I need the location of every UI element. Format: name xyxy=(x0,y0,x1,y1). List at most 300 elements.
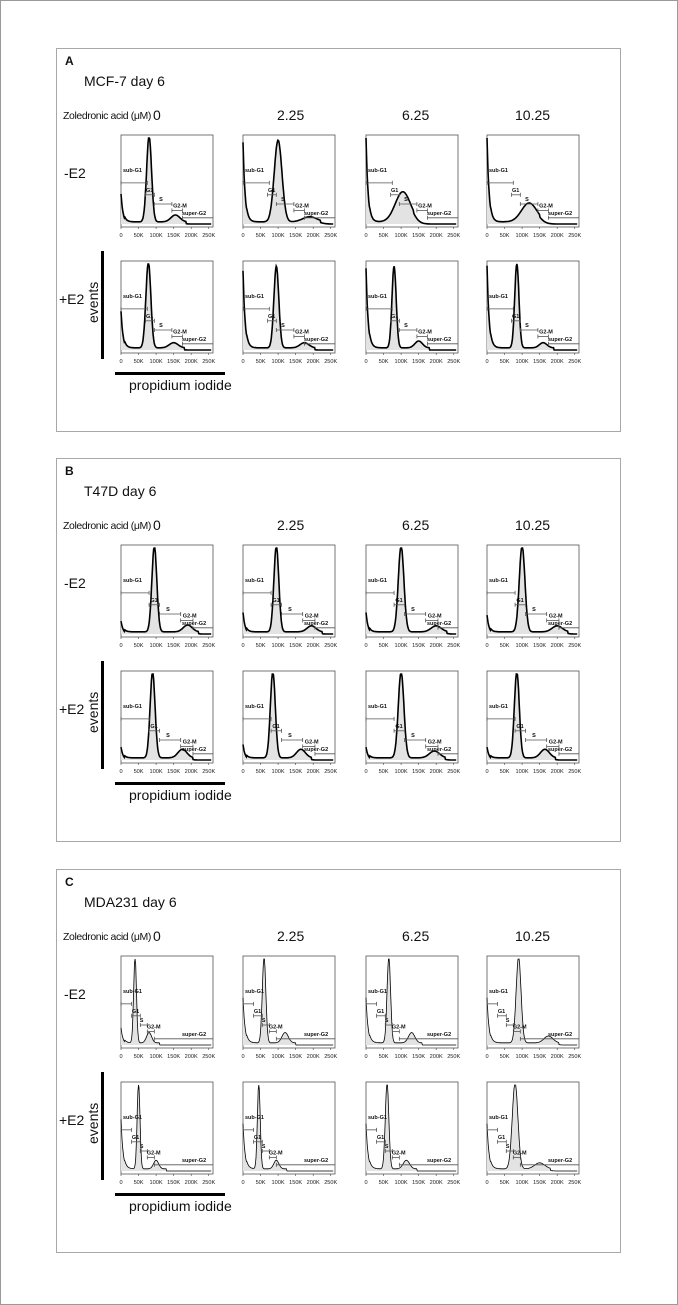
x-tick-label: 0 xyxy=(485,1180,489,1186)
x-tick-label: 100K xyxy=(515,1054,529,1060)
gate-label: super-G2 xyxy=(548,210,573,217)
x-tick-label: 100K xyxy=(271,1054,285,1060)
x-tick-label: 150K xyxy=(533,769,547,775)
x-tick-label: 0 xyxy=(241,233,245,239)
histogram-plot xyxy=(364,545,460,649)
gate-label: G1 xyxy=(267,187,276,194)
pi-axis-label: propidium iodide xyxy=(129,787,232,803)
histogram-plot xyxy=(119,671,215,775)
gate-label: G2-M xyxy=(146,1024,161,1031)
concentration-label: 6.25 xyxy=(402,517,430,533)
gate-label: super-G2 xyxy=(182,210,207,217)
x-tick-label: 250K xyxy=(447,233,461,239)
histogram-plot xyxy=(485,545,581,649)
x-tick-label: 50K xyxy=(499,1180,510,1186)
x-tick-label: 200K xyxy=(550,643,564,649)
panel-title: MDA231 day 6 xyxy=(84,894,177,910)
gate-label: sub-G1 xyxy=(368,703,387,710)
x-tick-label: 50K xyxy=(378,233,389,239)
x-tick-label: 250K xyxy=(568,1054,582,1060)
gate-label: G1 xyxy=(150,723,158,730)
histogram-plot xyxy=(119,545,215,649)
gate-label: G2-M xyxy=(268,1150,283,1157)
x-tick-label: 50K xyxy=(133,359,144,365)
gate-label: super-G2 xyxy=(304,1031,329,1038)
histogram-plot xyxy=(241,956,337,1060)
concentration-label: 0 xyxy=(153,517,161,533)
gate-label: G1 xyxy=(376,1008,385,1015)
gate-label: super-G2 xyxy=(427,1031,452,1038)
x-tick-label: 200K xyxy=(306,1180,320,1186)
x-tick-label: 150K xyxy=(289,769,303,775)
histogram-plot xyxy=(241,1082,337,1186)
gate-label: G2-M xyxy=(182,613,197,620)
gate-label: S xyxy=(166,733,170,739)
x-tick-label: 0 xyxy=(485,233,489,239)
x-tick-label: 250K xyxy=(568,1180,582,1186)
gate-label: G2-M xyxy=(173,203,187,210)
gate-label: G1 xyxy=(390,187,399,194)
gate-label: S xyxy=(525,323,529,329)
x-tick-label: 200K xyxy=(184,643,198,649)
x-tick-label: 250K xyxy=(324,1180,338,1186)
gate-label: G2-M xyxy=(427,739,442,746)
gate-label: G2-M xyxy=(512,1150,527,1157)
gate-label: G1 xyxy=(272,597,280,604)
histogram-plot xyxy=(241,135,337,239)
gate-label: super-G2 xyxy=(304,336,329,343)
gate-label: G2-M xyxy=(539,329,553,336)
gate-label: S xyxy=(166,607,170,613)
gate-label: G2-M xyxy=(512,1024,527,1031)
gate-label: sub-G1 xyxy=(123,167,142,174)
x-tick-label: 150K xyxy=(533,359,547,365)
x-tick-label: 200K xyxy=(184,1054,198,1060)
gate-label: S xyxy=(532,607,536,613)
concentration-label: 2.25 xyxy=(277,517,305,533)
gate-label: S xyxy=(159,323,163,329)
x-tick-label: 250K xyxy=(447,643,461,649)
x-tick-label: 200K xyxy=(306,643,320,649)
concentration-label: 10.25 xyxy=(515,107,551,123)
histogram-plot xyxy=(364,1082,460,1186)
row-label-plus-e2: +E2 xyxy=(59,291,85,307)
x-tick-label: 100K xyxy=(394,643,408,649)
gate-label: super-G2 xyxy=(304,620,329,627)
x-tick-label: 150K xyxy=(412,233,426,239)
histogram-plot xyxy=(119,956,215,1060)
gate-label: sub-G1 xyxy=(123,577,142,584)
x-tick-label: 50K xyxy=(133,769,144,775)
zoledronic-acid-label: Zoledronic acid (μM) xyxy=(63,110,151,122)
gate-label: super-G2 xyxy=(182,1031,207,1038)
x-tick-label: 150K xyxy=(533,643,547,649)
histogram-plot xyxy=(241,671,337,775)
x-tick-label: 0 xyxy=(485,769,489,775)
gate-label: S xyxy=(261,1018,266,1024)
x-tick-label: 100K xyxy=(515,1180,529,1186)
gate-label: G1 xyxy=(145,187,154,194)
x-tick-label: 200K xyxy=(429,233,443,239)
gate-label: sub-G1 xyxy=(368,577,387,584)
x-tick-label: 150K xyxy=(412,359,426,365)
gate-label: super-G2 xyxy=(548,1031,573,1038)
x-tick-label: 250K xyxy=(568,643,582,649)
row-label-plus-e2: +E2 xyxy=(59,701,85,717)
gate-label: S xyxy=(281,323,285,329)
gate-label: G1 xyxy=(395,723,403,730)
gate-label: super-G2 xyxy=(182,336,207,343)
gate-label: G2-M xyxy=(295,329,309,336)
gate-label: S xyxy=(281,197,285,203)
gate-label: G2-M xyxy=(295,203,309,210)
x-tick-label: 0 xyxy=(364,1054,368,1060)
gate-label: G2-M xyxy=(182,739,197,746)
x-tick-label: 250K xyxy=(202,359,216,365)
gate-label: G2-M xyxy=(418,329,432,336)
x-tick-label: 0 xyxy=(364,233,368,239)
x-tick-label: 250K xyxy=(324,1054,338,1060)
x-tick-label: 50K xyxy=(378,359,389,365)
gate-label: S xyxy=(159,197,163,203)
x-tick-label: 100K xyxy=(515,769,529,775)
gate-label: super-G2 xyxy=(548,336,573,343)
row-label-plus-e2: +E2 xyxy=(59,1112,85,1128)
gate-label: G1 xyxy=(131,1008,140,1015)
x-tick-label: 200K xyxy=(550,1054,564,1060)
histogram-plot xyxy=(485,671,581,775)
gate-label: G2-M xyxy=(304,739,319,746)
histogram-grid xyxy=(57,870,620,1252)
x-tick-label: 50K xyxy=(499,359,510,365)
x-tick-label: 200K xyxy=(184,769,198,775)
x-tick-label: 200K xyxy=(429,1054,443,1060)
gate-label: G1 xyxy=(267,313,276,320)
concentration-label: 2.25 xyxy=(277,107,305,123)
x-tick-label: 100K xyxy=(271,233,285,239)
x-tick-label: 200K xyxy=(429,359,443,365)
x-tick-label: 200K xyxy=(429,1180,443,1186)
gate-label: sub-G1 xyxy=(368,1114,387,1121)
x-tick-label: 0 xyxy=(241,1054,245,1060)
x-tick-label: 100K xyxy=(271,769,285,775)
x-tick-label: 100K xyxy=(149,769,163,775)
gate-label: sub-G1 xyxy=(368,988,387,995)
x-tick-label: 50K xyxy=(255,1054,266,1060)
x-tick-label: 0 xyxy=(364,359,368,365)
gate-label: S xyxy=(139,1144,144,1150)
x-tick-label: 200K xyxy=(184,1180,198,1186)
gate-label: G2-M xyxy=(391,1024,406,1031)
gate-label: sub-G1 xyxy=(123,703,142,710)
x-tick-label: 200K xyxy=(306,1054,320,1060)
x-tick-label: 100K xyxy=(394,769,408,775)
x-tick-label: 100K xyxy=(515,643,529,649)
x-tick-label: 100K xyxy=(515,233,529,239)
gate-label: G2-M xyxy=(304,613,319,620)
x-tick-label: 200K xyxy=(306,359,320,365)
x-tick-label: 150K xyxy=(289,359,303,365)
gate-label: G1 xyxy=(516,597,524,604)
gate-label: S xyxy=(288,733,292,739)
x-tick-label: 50K xyxy=(255,769,266,775)
x-tick-label: 100K xyxy=(149,233,163,239)
gate-label: S xyxy=(288,607,292,613)
gate-label: G2-M xyxy=(427,613,442,620)
gate-label: super-G2 xyxy=(182,620,207,627)
x-tick-label: 200K xyxy=(306,769,320,775)
x-tick-label: 100K xyxy=(515,359,529,365)
x-tick-label: 250K xyxy=(447,1180,461,1186)
x-tick-label: 150K xyxy=(412,1054,426,1060)
x-tick-label: 150K xyxy=(412,769,426,775)
x-tick-label: 250K xyxy=(568,233,582,239)
x-tick-label: 250K xyxy=(202,1054,216,1060)
x-tick-label: 100K xyxy=(271,359,285,365)
x-tick-label: 50K xyxy=(133,1054,144,1060)
x-tick-label: 200K xyxy=(184,233,198,239)
x-tick-label: 100K xyxy=(271,1180,285,1186)
histogram-plot xyxy=(485,1082,581,1186)
gate-label: super-G2 xyxy=(182,746,207,753)
x-tick-label: 50K xyxy=(499,1054,510,1060)
zoledronic-acid-label: Zoledronic acid (μM) xyxy=(63,520,151,532)
histogram-plot xyxy=(364,135,460,239)
gate-label: sub-G1 xyxy=(489,293,508,300)
events-axis-label: events xyxy=(85,1102,101,1144)
x-tick-label: 50K xyxy=(378,643,389,649)
x-tick-label: 0 xyxy=(119,769,123,775)
x-tick-label: 100K xyxy=(394,1180,408,1186)
x-tick-label: 100K xyxy=(149,1180,163,1186)
x-tick-label: 50K xyxy=(133,643,144,649)
gate-label: super-G2 xyxy=(427,620,452,627)
gate-label: G1 xyxy=(253,1134,262,1141)
histogram-plot xyxy=(119,1082,215,1186)
gate-label: G2-M xyxy=(391,1150,406,1157)
x-tick-label: 50K xyxy=(255,1180,266,1186)
panel-c xyxy=(56,869,621,1253)
row-label-minus-e2: -E2 xyxy=(64,986,86,1002)
x-tick-label: 150K xyxy=(412,643,426,649)
x-tick-label: 250K xyxy=(324,769,338,775)
x-tick-label: 200K xyxy=(429,769,443,775)
x-tick-label: 0 xyxy=(364,643,368,649)
x-tick-label: 150K xyxy=(167,233,181,239)
gate-label: G2-M xyxy=(548,613,563,620)
x-tick-label: 250K xyxy=(202,233,216,239)
gate-label: super-G2 xyxy=(548,620,573,627)
x-tick-label: 50K xyxy=(255,359,266,365)
concentration-label: 2.25 xyxy=(277,928,305,944)
x-tick-label: 150K xyxy=(167,1180,181,1186)
row-label-minus-e2: -E2 xyxy=(64,575,86,591)
x-tick-label: 200K xyxy=(550,233,564,239)
x-tick-label: 250K xyxy=(568,359,582,365)
x-tick-label: 0 xyxy=(241,1180,245,1186)
histogram-plot xyxy=(241,545,337,649)
histogram-plot xyxy=(485,956,581,1060)
x-tick-label: 0 xyxy=(364,1180,368,1186)
gate-label: G1 xyxy=(272,723,280,730)
x-tick-label: 250K xyxy=(202,769,216,775)
x-tick-label: 50K xyxy=(499,769,510,775)
x-tick-label: 250K xyxy=(202,643,216,649)
x-tick-label: 0 xyxy=(119,1054,123,1060)
gate-label: G2-M xyxy=(146,1150,161,1157)
x-tick-label: 100K xyxy=(149,359,163,365)
x-tick-label: 150K xyxy=(289,233,303,239)
gate-label: G1 xyxy=(150,597,158,604)
concentration-label: 6.25 xyxy=(402,107,430,123)
gate-label: G2-M xyxy=(268,1024,283,1031)
gate-label: sub-G1 xyxy=(123,988,142,995)
gate-label: G1 xyxy=(145,313,154,320)
gate-label: S xyxy=(532,733,536,739)
histogram-plot xyxy=(364,671,460,775)
x-tick-label: 0 xyxy=(119,1180,123,1186)
events-axis-label: events xyxy=(85,691,101,733)
gate-label: S xyxy=(384,1018,389,1024)
gate-label: G1 xyxy=(497,1008,506,1015)
gate-label: sub-G1 xyxy=(123,1114,142,1121)
x-tick-label: 50K xyxy=(499,643,510,649)
x-tick-label: 150K xyxy=(533,233,547,239)
x-tick-label: 0 xyxy=(364,769,368,775)
row-label-minus-e2: -E2 xyxy=(64,165,86,181)
x-tick-label: 0 xyxy=(485,1054,489,1060)
concentration-label: 10.25 xyxy=(515,928,551,944)
x-tick-label: 0 xyxy=(119,233,123,239)
gate-label: sub-G1 xyxy=(489,988,508,995)
gate-label: sub-G1 xyxy=(489,577,508,584)
gate-label: S xyxy=(505,1018,510,1024)
gate-label: super-G2 xyxy=(182,1157,207,1164)
histogram-plot xyxy=(364,956,460,1060)
histogram-plot xyxy=(364,261,460,365)
gate-label: super-G2 xyxy=(427,210,452,217)
histogram-plot xyxy=(485,261,581,365)
x-tick-label: 200K xyxy=(429,643,443,649)
gate-label: S xyxy=(261,1144,266,1150)
gate-label: S xyxy=(139,1018,144,1024)
gate-label: sub-G1 xyxy=(368,167,387,174)
gate-label: super-G2 xyxy=(548,1157,573,1164)
x-tick-label: 150K xyxy=(167,1054,181,1060)
x-tick-label: 50K xyxy=(133,1180,144,1186)
x-tick-label: 150K xyxy=(167,769,181,775)
gate-label: G1 xyxy=(511,187,520,194)
histogram-grid xyxy=(57,459,620,841)
x-tick-label: 0 xyxy=(241,769,245,775)
gate-label: S xyxy=(411,733,415,739)
x-tick-label: 0 xyxy=(485,643,489,649)
x-tick-label: 50K xyxy=(499,233,510,239)
gate-label: G1 xyxy=(511,313,520,320)
gate-label: sub-G1 xyxy=(245,577,264,584)
x-tick-label: 0 xyxy=(119,359,123,365)
x-tick-label: 50K xyxy=(378,1180,389,1186)
gate-label: sub-G1 xyxy=(245,1114,264,1121)
panel-b xyxy=(56,458,621,842)
x-tick-label: 100K xyxy=(149,1054,163,1060)
x-tick-label: 50K xyxy=(133,233,144,239)
gate-label: sub-G1 xyxy=(245,293,264,300)
gate-label: super-G2 xyxy=(304,210,329,217)
gate-label: sub-G1 xyxy=(245,167,264,174)
panel-letter: C xyxy=(65,875,74,889)
gate-label: sub-G1 xyxy=(489,167,508,174)
x-tick-label: 200K xyxy=(550,359,564,365)
x-tick-label: 250K xyxy=(324,643,338,649)
x-tick-label: 0 xyxy=(241,359,245,365)
gate-label: sub-G1 xyxy=(368,293,387,300)
gate-label: sub-G1 xyxy=(245,988,264,995)
x-tick-label: 200K xyxy=(550,1180,564,1186)
pi-axis-label: propidium iodide xyxy=(129,1198,232,1214)
x-tick-label: 50K xyxy=(255,643,266,649)
x-tick-label: 50K xyxy=(255,233,266,239)
gate-label: G1 xyxy=(131,1134,140,1141)
histogram-plot xyxy=(485,135,581,239)
gate-label: super-G2 xyxy=(427,336,452,343)
histogram-plot xyxy=(119,261,215,365)
gate-label: sub-G1 xyxy=(123,293,142,300)
x-tick-label: 0 xyxy=(241,643,245,649)
gate-label: sub-G1 xyxy=(489,703,508,710)
x-tick-label: 250K xyxy=(202,1180,216,1186)
gate-label: G2-M xyxy=(548,739,563,746)
x-tick-label: 150K xyxy=(412,1180,426,1186)
pi-axis-label: propidium iodide xyxy=(129,377,232,393)
histogram-plot xyxy=(241,261,337,365)
concentration-label: 0 xyxy=(153,107,161,123)
x-tick-label: 200K xyxy=(550,769,564,775)
gate-label: super-G2 xyxy=(304,746,329,753)
x-tick-label: 100K xyxy=(394,233,408,239)
x-tick-label: 0 xyxy=(485,359,489,365)
panel-title: MCF-7 day 6 xyxy=(84,73,165,89)
gate-label: S xyxy=(404,323,408,329)
x-tick-label: 250K xyxy=(568,769,582,775)
x-tick-label: 150K xyxy=(167,359,181,365)
x-tick-label: 150K xyxy=(289,643,303,649)
gate-label: G1 xyxy=(497,1134,506,1141)
gate-label: S xyxy=(505,1144,510,1150)
gate-label: sub-G1 xyxy=(489,1114,508,1121)
gate-label: S xyxy=(411,607,415,613)
histogram-plot xyxy=(119,135,215,239)
gate-label: G2-M xyxy=(418,203,432,210)
gate-label: S xyxy=(404,197,408,203)
gate-label: G1 xyxy=(516,723,524,730)
gate-label: G2-M xyxy=(173,329,187,336)
x-tick-label: 250K xyxy=(447,1054,461,1060)
x-tick-label: 200K xyxy=(184,359,198,365)
gate-label: super-G2 xyxy=(427,1157,452,1164)
concentration-label: 0 xyxy=(153,928,161,944)
x-tick-label: 100K xyxy=(271,643,285,649)
gate-label: G1 xyxy=(376,1134,385,1141)
gate-label: S xyxy=(384,1144,389,1150)
panel-letter: A xyxy=(65,54,74,68)
gate-label: super-G2 xyxy=(304,1157,329,1164)
gate-label: super-G2 xyxy=(548,746,573,753)
x-tick-label: 100K xyxy=(149,643,163,649)
x-tick-label: 250K xyxy=(324,233,338,239)
gate-label: super-G2 xyxy=(427,746,452,753)
gate-label: G1 xyxy=(390,313,399,320)
